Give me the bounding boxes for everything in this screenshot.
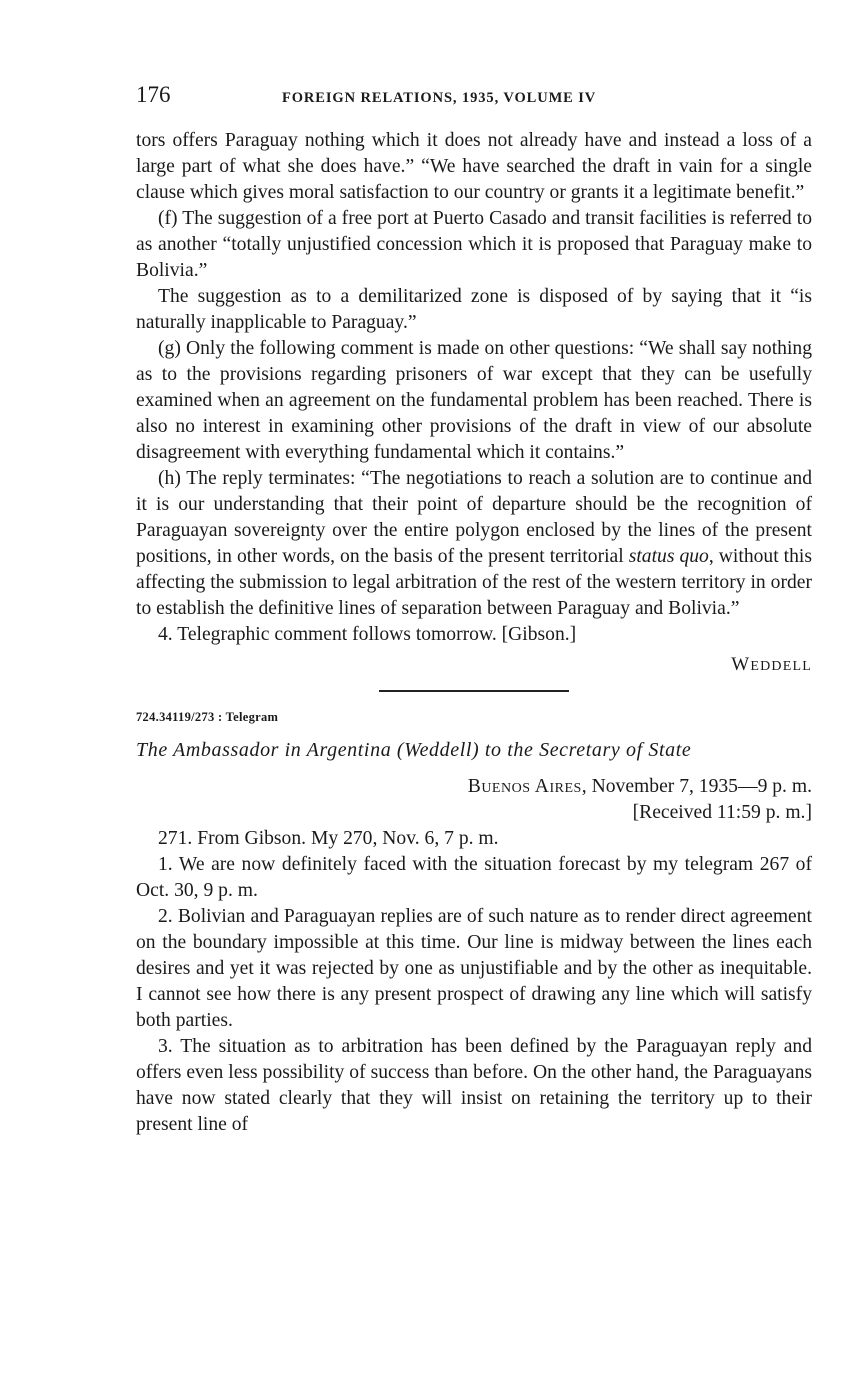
paragraph-demilitarized-zone: The suggestion as to a demilitarized zone is disposed of by saying that it “is naturally inapplicable to Paraguay.” [136, 286, 812, 333]
dateline-date: , November 7, 1935—9 p. m. [581, 776, 812, 797]
document-page [136, 82, 812, 1138]
telegram-paragraph-2: 2. Bolivian and Paraguayan replies are of such nature as to render direct agreement on the boundary impossible at this time. Our line is midway between the lines each desires and yet it was rejected by one as unjustifiable and by the other as inequitable. I cannot see how there is any present prospect of drawing any line which will satisfy both parties. [136, 906, 812, 1031]
telegram-paragraph-1: 1. We are now definitely faced with the situation forecast by my telegram 267 of Oct. 30, 9 p. m. [136, 854, 812, 901]
signature [136, 654, 812, 684]
paragraph-h-part-2: , without this affecting the submission to legal arbitration of the rest of the western territory in order to establish the definitive lines of separation between Paraguay and Bolivia.” [136, 546, 812, 619]
dateline-place: Buenos Aires [467, 776, 582, 797]
dateline [136, 774, 812, 800]
section-divider [379, 690, 569, 692]
telegram-opening: 271. From Gibson. My 270, Nov. 6, 7 p. m. [158, 828, 499, 849]
page-header [136, 82, 812, 114]
paragraph-f: (f) The suggestion of a free port at Puerto Casado and transit facilities is referred to as another “totally unjustified concession which it is proposed that Paraguay make to Bolivia.” [136, 208, 812, 281]
telegram-paragraph-3: 3. The situation as to arbitration has been defined by the Paraguayan reply and offers even less possibility of success than before. On the other hand, the Paraguayans have now stated clearly that they will insist on retaining the territory up to their present line of [136, 1036, 812, 1135]
page-number: 176 [136, 82, 171, 107]
running-head: FOREIGN RELATIONS, 1935, VOLUME IV [282, 90, 597, 106]
paragraph-h [136, 466, 812, 622]
paragraph-g: (g) Only the following comment is made on other questions: “We shall say nothing as to the provisions regarding prisoners of war except that they can be usefully examined when an agreement on the fundamental problem has been reached. There is also no interest in examining other provisions of the draft in view of our absolute disagreement with everything fundamental which it contains.” [136, 338, 812, 463]
signature-rest: EDDELL [750, 659, 812, 674]
received-line: [Received 11:59 p. m.] [632, 802, 812, 823]
paragraph-h-part-1: (h) The reply terminates: “The negotiations to reach a solution are to continue and it is our understanding that their point of departure should be the recognition of Paraguayan sovereignty over the entire polygon enclosed by the lines of the present positions, in other words, on the basis of the present territorial [136, 468, 812, 567]
signature-initial: W [731, 654, 751, 675]
document-title: The Ambassador in Argentina (Weddell) to the Secretary of State [136, 739, 692, 761]
status-quo-phrase: status quo [628, 546, 709, 567]
paragraph-4: 4. Telegraphic comment follows tomorrow. [Gibson.] [158, 624, 577, 645]
file-reference: 724.34119/273 : Telegram [136, 710, 279, 724]
paragraph-continuation: tors offers Paraguay nothing which it does not already have and instead a loss of a large part of what she does have.” “We have searched the draft in vain for a single clause which gives moral satisfaction to our country or grants it a legitimate benefit.” [136, 130, 812, 203]
